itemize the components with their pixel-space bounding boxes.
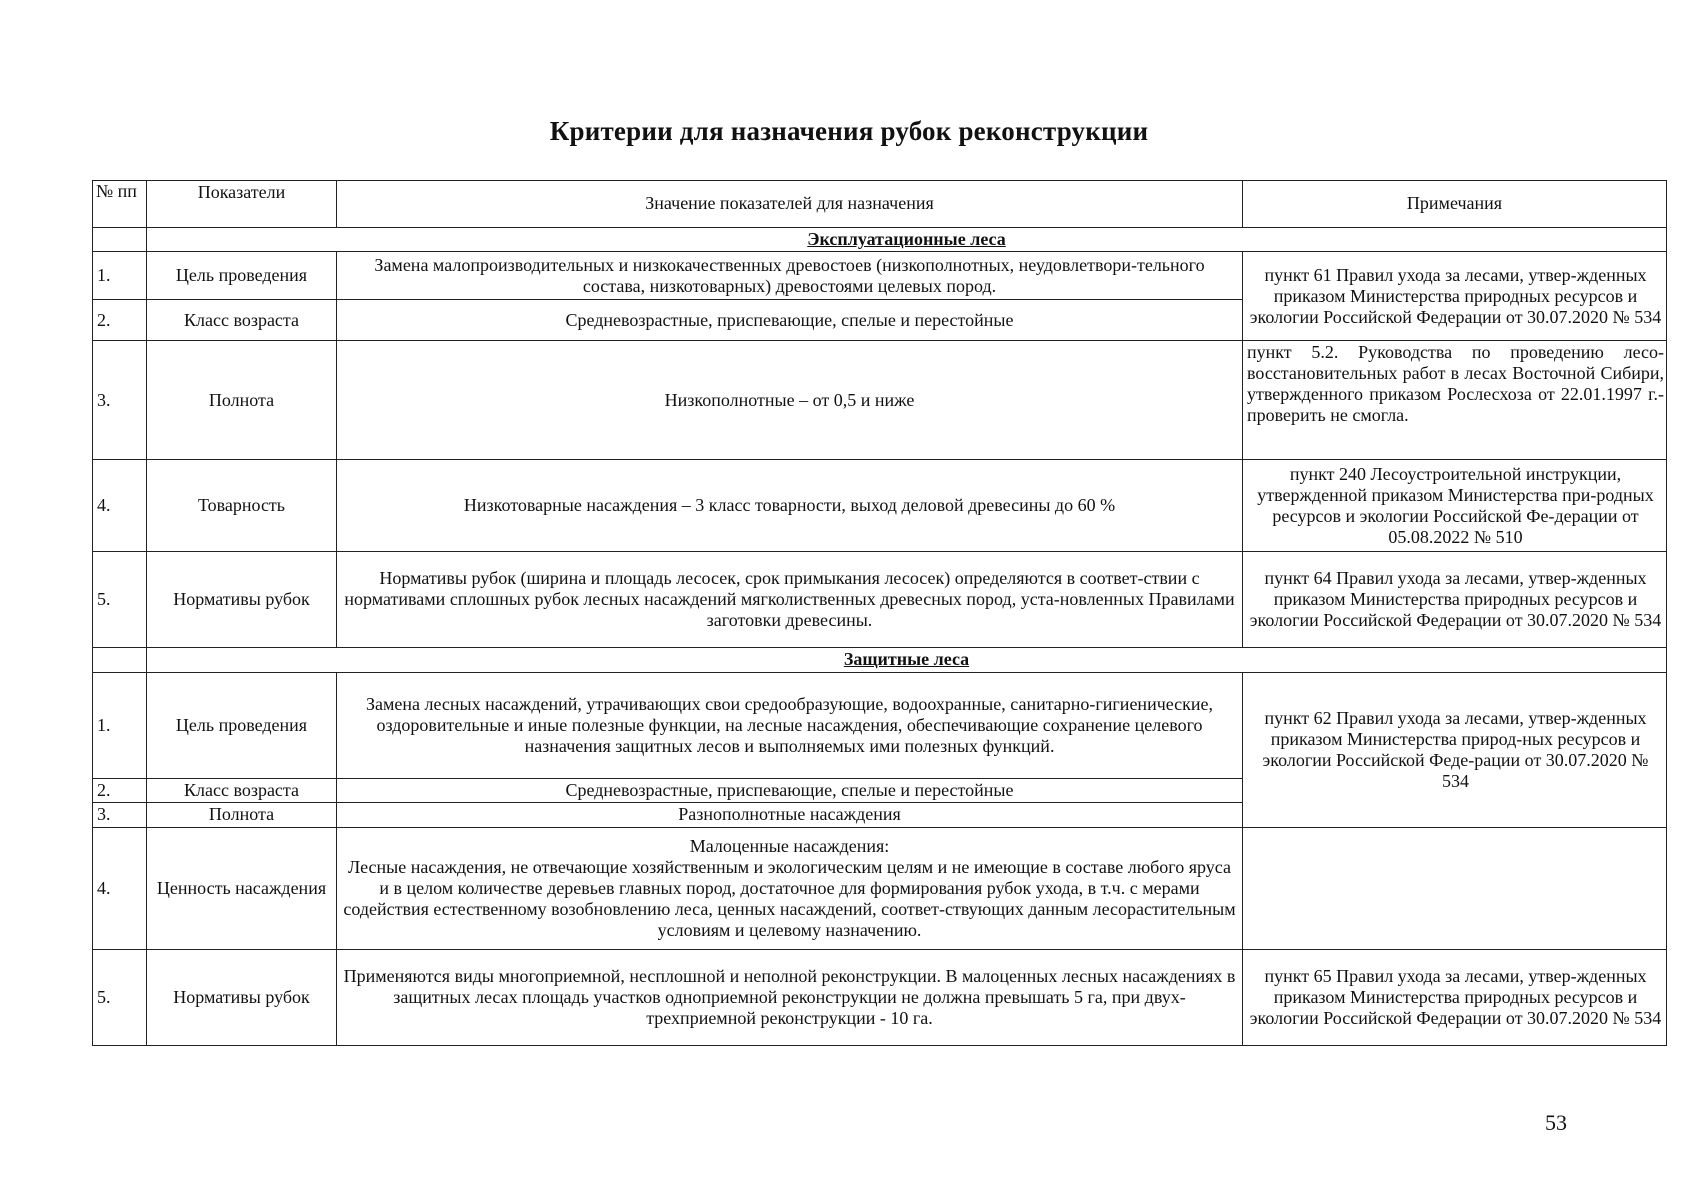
header-num: № пп [93, 181, 147, 228]
row-indicator: Класс возраста [147, 778, 337, 803]
row-number: 1. [93, 672, 147, 778]
row-indicator: Цель проведения [147, 672, 337, 778]
row-number: 3. [93, 341, 147, 460]
row-note [1243, 827, 1667, 949]
row-indicator: Полнота [147, 803, 337, 828]
section-empty-cell [93, 648, 147, 673]
row-indicator: Полнота [147, 341, 337, 460]
section-row [93, 227, 1667, 252]
row-note: пункт 61 Правил ухода за лесами, утвер-жденных приказом Министерства природных ресурсов и экологии Российской Федерации от 30.07.2020 № 534 [1243, 252, 1667, 341]
row-value-text: Лесные насаждения, не отвечающие хозяйственным и экологическим целям и не имеющие в составе любого яруса и в целом количестве деревьев главных пород, достаточное для формирования рубок ухода, в т.ч. с мерами содействия естественному возобновлению леса, ценных насаждений, соответ-ствующих данным лесорастительным условиям и целевому назначению. [343, 856, 1236, 940]
row-note: пункт 62 Правил ухода за лесами, утвер-жденных приказом Министерства природ-ных ресурсов и экологии Российской Феде-рации от 30.07.2020 № 534 [1243, 672, 1667, 827]
row-value: Низкотоварные насаждения – 3 класс товарности, выход деловой древесины до 60 % [337, 460, 1243, 552]
row-indicator: Нормативы рубок [147, 552, 337, 648]
criteria-table [92, 180, 1667, 1046]
header-notes: Примечания [1243, 181, 1667, 228]
table-row [93, 341, 1667, 460]
row-value: Применяются виды многоприемной, несплошной и неполной реконструкции. В малоценных лесных насаждениях в защитных лесах площадь участков одноприемной реконструкции не должна превышать 5 га, при двух-трехприемной реконструкции - 10 га. [337, 950, 1243, 1046]
row-number: 1. [93, 252, 147, 300]
row-number: 3. [93, 803, 147, 828]
row-indicator: Нормативы рубок [147, 950, 337, 1046]
row-value: Низкополнотные – от 0,5 и ниже [337, 341, 1243, 460]
section-title: Эксплуатационные леса [147, 227, 1667, 252]
row-indicator: Товарность [147, 460, 337, 552]
table-row [93, 950, 1667, 1046]
row-value: Нормативы рубок (ширина и площадь лесосек, срок примыкания лесосек) определяются в соответ-ствии с нормативами сплошных рубок лесных насаждений мягколиственных древесных пород, уста-новленных Правилами заготовки древесины. [337, 552, 1243, 648]
row-number: 4. [93, 827, 147, 949]
page-number: 53 [1545, 1110, 1567, 1135]
row-value: Средневозрастные, приспевающие, спелые и перестойные [337, 300, 1243, 341]
row-value: Разнополнотные насаждения [337, 803, 1243, 828]
table-row [93, 827, 1667, 949]
row-indicator: Цель проведения [147, 252, 337, 300]
row-note: пункт 5.2. Руководства по проведению лесо-восстановительных работ в лесах Восточной Сибири, утвержденного приказом Рослесхоза от 22.01.1997 г.- проверить не смогла. [1243, 341, 1667, 460]
table-row [93, 252, 1667, 300]
header-indicator: Показатели [147, 181, 337, 228]
row-note: пункт 65 Правил ухода за лесами, утвер-жденных приказом Министерства природных ресурсов и экологии Российской Федерации от 30.07.2020 № 534 [1243, 950, 1667, 1046]
row-value: Замена лесных насаждений, утрачивающих свои средообразующие, водоохранные, санитарно-гигиенические, оздоровительные и иные полезные функции, на лесные насаждения, обеспечивающие сохранение целевого назначения защитных лесов и выполняемых ими полезных функций. [337, 672, 1243, 778]
row-value [337, 827, 1243, 949]
header-value: Значение показателей для назначения [337, 181, 1243, 228]
section-title: Защитные леса [147, 648, 1667, 673]
row-value-heading: Малоценные насаждения: [689, 835, 890, 856]
row-value: Средневозрастные, приспевающие, спелые и перестойные [337, 778, 1243, 803]
table-header-row [93, 181, 1667, 228]
row-indicator: Ценность насаждения [147, 827, 337, 949]
row-note: пункт 64 Правил ухода за лесами, утвер-жденных приказом Министерства природных ресурсов и экологии Российской Федерации от 30.07.2020 № 534 [1243, 552, 1667, 648]
section-empty-cell [93, 227, 147, 252]
document-title: Критерии для назначения рубок реконструкции [549, 116, 1149, 146]
row-note: пункт 240 Лесоустроительной инструкции, утвержденной приказом Министерства при-родных ресурсов и экологии Российской Фе-дерации от 05.08.2022 № 510 [1243, 460, 1667, 552]
row-number: 5. [93, 950, 147, 1046]
row-number: 5. [93, 552, 147, 648]
table-row [93, 460, 1667, 552]
table-row [93, 672, 1667, 778]
row-indicator: Класс возраста [147, 300, 337, 341]
row-number: 4. [93, 460, 147, 552]
table-row [93, 552, 1667, 648]
row-number: 2. [93, 778, 147, 803]
section-row [93, 648, 1667, 673]
row-value: Замена малопроизводительных и низкокачественных древостоев (низкополнотных, неудовлетвори-тельного состава, низкотоварных) древостоями целевых пород. [337, 252, 1243, 300]
row-number: 2. [93, 300, 147, 341]
